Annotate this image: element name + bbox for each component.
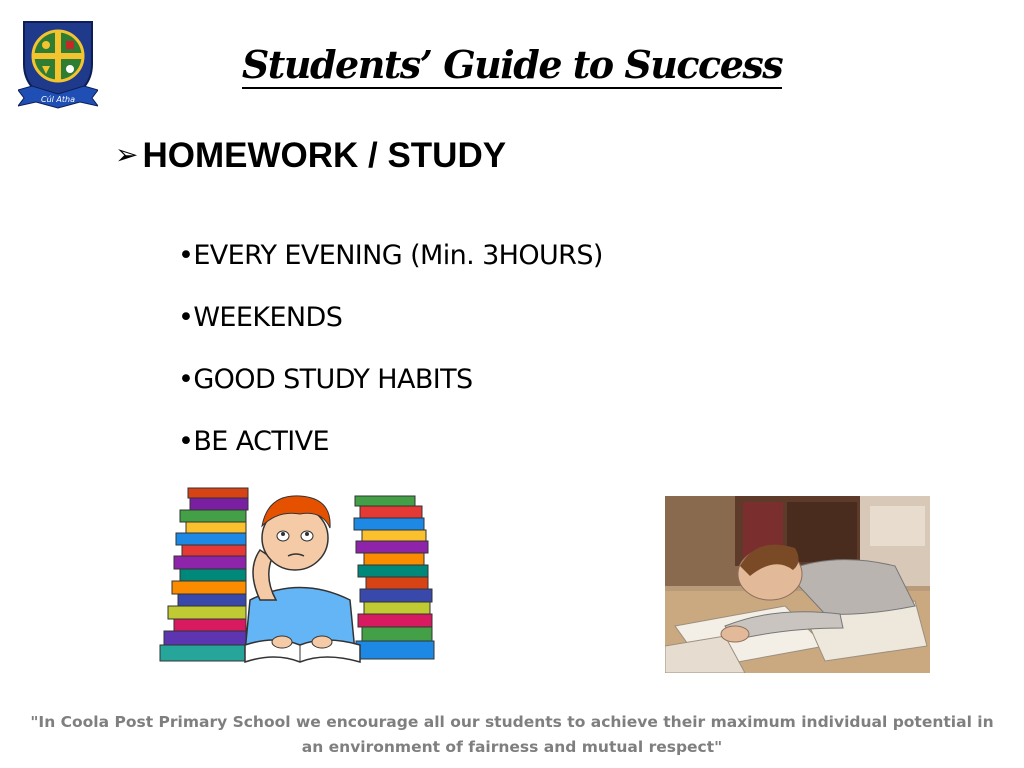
section-heading bbox=[115, 136, 506, 176]
bullet-item: •GOOD STUDY HABITS bbox=[178, 364, 473, 395]
slide-title-text: Students’ Guide to Success bbox=[241, 42, 783, 87]
cartoon-student-illustration bbox=[150, 480, 445, 675]
bullet-list bbox=[178, 238, 603, 486]
bullet-item: •WEEKENDS bbox=[178, 302, 343, 333]
section-heading-text: HOMEWORK / STUDY bbox=[142, 136, 507, 175]
bullet-item: •BE ACTIVE bbox=[178, 426, 329, 457]
bullet-item: •EVERY EVENING (Min. 3HOURS) bbox=[178, 240, 603, 271]
sleeping-student-photo bbox=[665, 496, 930, 673]
footer-quote: "In Coola Post Primary School we encourage all our students to achieve their maximum individual potential in an environment of fairness and mutual respect" bbox=[30, 713, 994, 756]
crest-motto: Cúl Atha bbox=[40, 95, 76, 104]
arrow-bullet-icon: ➢ bbox=[115, 138, 139, 171]
slide-title bbox=[0, 42, 1024, 87]
